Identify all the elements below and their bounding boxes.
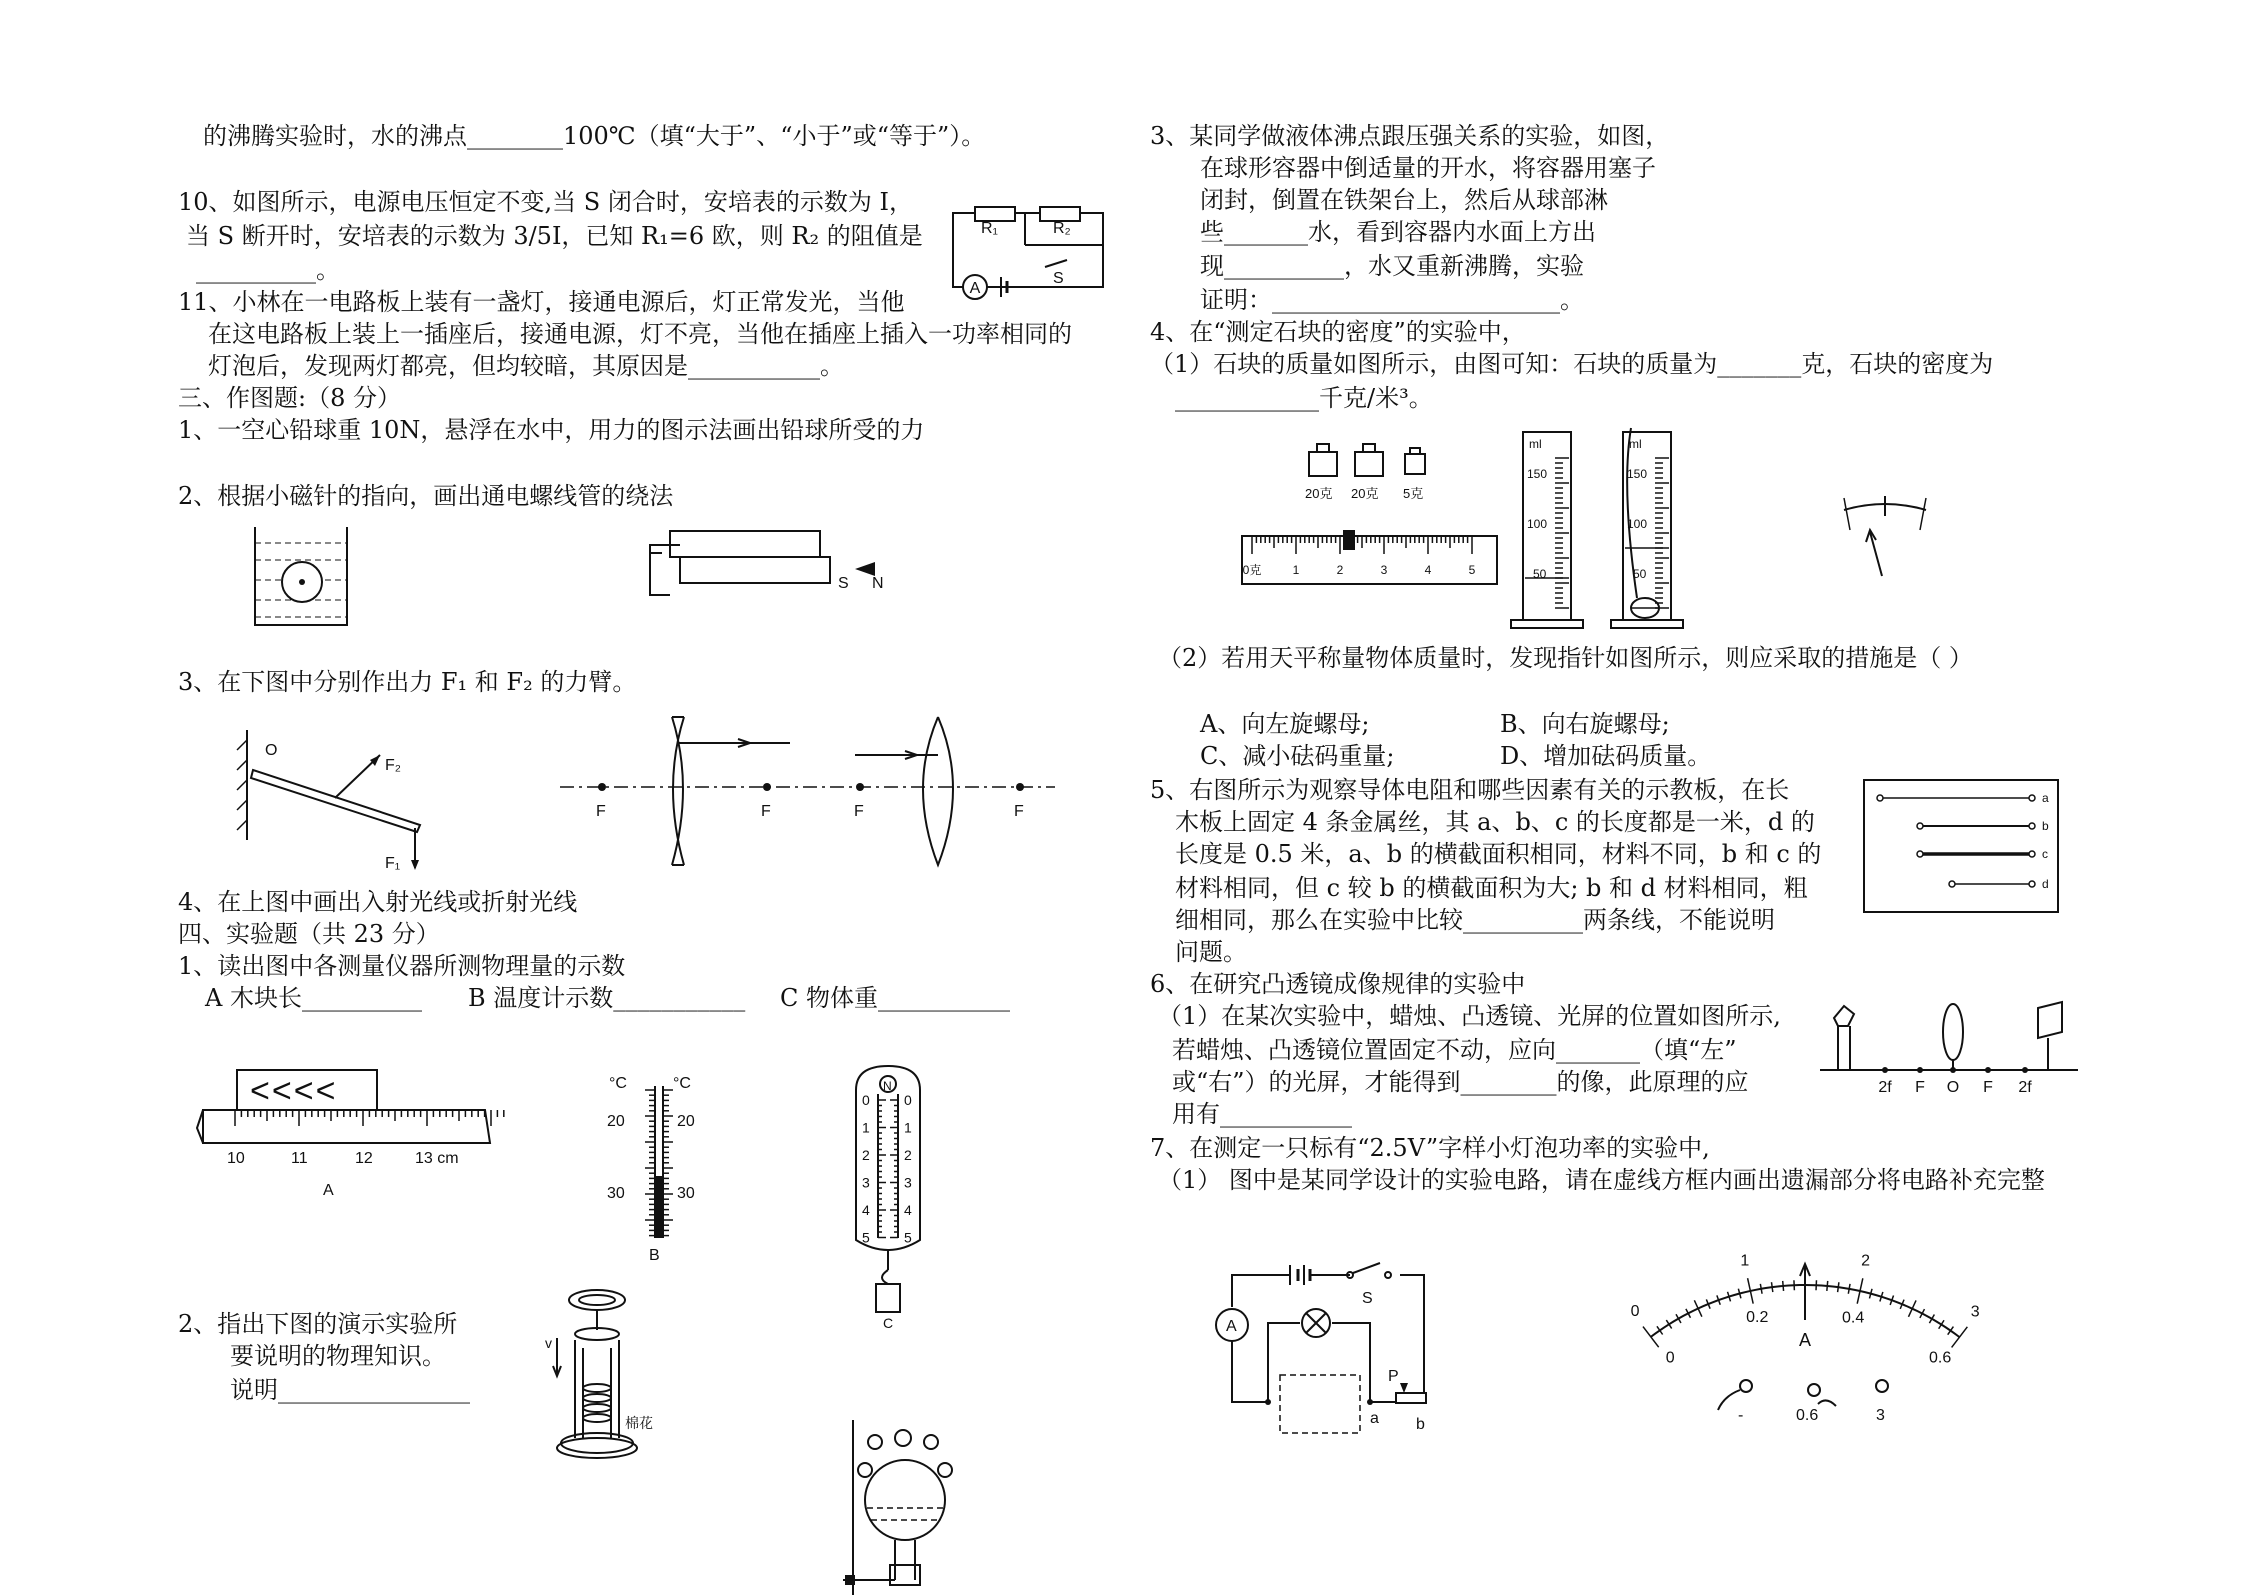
- cylinders-figure: [1505, 428, 1715, 633]
- r-q3-line4: 些_______水，看到容器内水面上方出: [1200, 218, 1596, 246]
- cylinder-50: 50: [1633, 567, 1647, 581]
- lens-f-label: F: [854, 803, 864, 820]
- floating-ball-figure: [252, 525, 352, 630]
- r-q5-line6: 问题。: [1175, 938, 1247, 966]
- scale-number: 0: [862, 1092, 870, 1108]
- exp-q1-a: A 木块长__________: [205, 984, 422, 1012]
- exp-q2-line1: 2、指出下图的演示实验所: [178, 1310, 458, 1338]
- dial-top-number: 2: [1861, 1252, 1871, 1270]
- scale-number: 1: [862, 1119, 870, 1136]
- wire-label: b: [2042, 819, 2049, 833]
- scale-number: 2: [862, 1147, 870, 1163]
- r-q4-1a: （1）石块的质量如图所示，由图可知：石块的质量为_______克，石块的密度为: [1150, 350, 1994, 378]
- section-3-heading: 三、作图题:（8 分）: [178, 384, 401, 412]
- c7-p-label: P: [1388, 1368, 1399, 1385]
- scale-number: 1: [904, 1119, 912, 1136]
- weights-figure: [1305, 438, 1445, 508]
- scale-n-label: N: [883, 1079, 892, 1093]
- r-q3-line2: 在球形容器中倒适量的开水，将容器用塞子: [1200, 154, 1656, 182]
- balance-number: 2: [1336, 563, 1344, 577]
- r-q5-line3: 长度是 0.5 米，a、b 的横截面积相同，材料不同，b 和 c 的: [1175, 840, 1822, 868]
- q11-line1: 11、小林在一电路板上装有一盏灯，接通电源后，灯正常发光，当他: [178, 288, 905, 316]
- bench-label: 2f: [2018, 1079, 2032, 1096]
- r-q7: 7、在测定一只标有“2.5V”字样小灯泡功率的实验中,: [1150, 1134, 1710, 1162]
- r-q3-line3: 闭封，倒置在铁架台上，然后从球部淋: [1200, 186, 1608, 214]
- q10-circuit-figure: [945, 205, 1105, 295]
- optical-bench-figure: [1820, 998, 2080, 1098]
- exp-q1: 1、读出图中各测量仪器所测物理量的示数: [178, 952, 626, 980]
- lever-figure: [235, 720, 435, 880]
- r-q5-line1: 5、右图所示为观察导体电阻和哪些因素有关的示教板，在长: [1150, 776, 1790, 804]
- scale-number: 0: [904, 1092, 912, 1108]
- balance-beam-figure: [1240, 530, 1500, 590]
- lens-f-label: F: [596, 803, 606, 820]
- dial-bottom-number: 0.2: [1746, 1309, 1769, 1327]
- r-q4-1b: ____________千克/米³。: [1175, 384, 1433, 412]
- bench-label: F: [1915, 1079, 1925, 1096]
- c7-ammeter-label: A: [1226, 1318, 1237, 1335]
- lens-f-label: F: [1014, 803, 1024, 820]
- q11-line3: 灯泡后，发现两灯都亮，但均较暗，其原因是___________。: [208, 352, 844, 380]
- cylinder-150: 150: [1527, 467, 1548, 481]
- terminal-minus: -: [1738, 1407, 1744, 1424]
- scale-number: 3: [904, 1174, 912, 1191]
- balance-number: 5: [1468, 563, 1476, 577]
- circuit-ammeter-label: A: [969, 280, 981, 297]
- scale-number: 5: [904, 1229, 912, 1246]
- scale-number: 4: [904, 1202, 912, 1218]
- r-q3-line6: 证明：________________________。: [1200, 286, 1584, 314]
- dial-top-number: 3: [1970, 1303, 1980, 1321]
- c7-b-label: b: [1416, 1416, 1425, 1433]
- dial-bottom-number: 0: [1665, 1349, 1675, 1367]
- q11-line2: 在这电路板上装上一插座后，接通电源，灯不亮，当他在插座上插入一功率相同的: [208, 320, 1072, 348]
- bench-label: O: [1946, 1079, 1960, 1096]
- flask-stand-figure: [835, 1420, 975, 1595]
- thermo-30-left: 30: [607, 1185, 625, 1202]
- exp-q2-line3: 说明________________: [230, 1376, 470, 1404]
- r-q7-1: （1） 图中是某同学设计的实验电路，请在虚线方框内画出遗漏部分将电路补充完整: [1158, 1166, 2045, 1194]
- ruler-num: 13 cm: [415, 1150, 459, 1167]
- drawing-q3: 3、在下图中分别作出力 F₁ 和 F₂ 的力臂。: [178, 668, 637, 696]
- scale-caption: C: [883, 1315, 894, 1331]
- lever-f1-label: F₁: [385, 855, 401, 872]
- r-q6-1a: （1）在某次实验中，蜡烛、凸透镜、光屏的位置如图所示,: [1158, 1002, 1781, 1030]
- drawing-q1: 1、一空心铅球重 10N，悬浮在水中，用力的图示法画出铅球所受的力: [178, 416, 925, 444]
- thermo-unit-left: °C: [609, 1075, 627, 1092]
- r-q4: 4、在“测定石块的密度”的实验中，: [1150, 318, 1526, 346]
- q7-circuit-figure: [1210, 1265, 1480, 1435]
- cylinder-50: 50: [1533, 567, 1547, 581]
- circuit-r2-label: R₂: [1053, 220, 1071, 237]
- weight-label: 20克: [1305, 486, 1333, 501]
- cotton-label: 棉花: [625, 1415, 653, 1431]
- q10-line1: 10、如图所示，电源电压恒定不变,当 S 闭合时，安培表的示数为 I，: [178, 188, 913, 216]
- dial-top-number: 0: [1630, 1303, 1640, 1321]
- dial-bottom-number: 0.4: [1841, 1309, 1865, 1327]
- thermo-20-right: 20: [677, 1113, 695, 1130]
- thermometer-figure: [605, 1068, 705, 1268]
- terminal-3: 3: [1876, 1407, 1885, 1424]
- bench-label: F: [1983, 1079, 1993, 1096]
- dial-top-number: 1: [1740, 1252, 1750, 1270]
- option-c: C、减小砝码重量;: [1200, 742, 1395, 770]
- r-q5-line4: 材料相同，但 c 较 b 的横截面积为大; b 和 d 材料相同，粗: [1175, 874, 1808, 902]
- ruler-caption: A: [323, 1182, 334, 1199]
- q10-line3: __________。: [196, 256, 340, 284]
- r-q6-1c: 或“右”）的光屏，才能得到________的像，此原理的应: [1172, 1068, 1749, 1096]
- weight-label: 20克: [1351, 486, 1379, 501]
- thermo-caption: B: [649, 1247, 660, 1264]
- lever-f2-label: F₂: [385, 757, 401, 774]
- r-q6-1d: 用有___________: [1172, 1100, 1352, 1128]
- ruler-figure: [195, 1068, 495, 1198]
- ammeter-dial-figure: [1600, 1210, 2010, 1440]
- cylinder-150: 150: [1627, 467, 1648, 481]
- dial-bottom-number: 0.6: [1928, 1349, 1952, 1367]
- wire-board-figure: [1862, 778, 2062, 916]
- cylinder-100: 100: [1527, 517, 1548, 531]
- dial-a-label: A: [1799, 1330, 1812, 1350]
- lens-f-label: F: [761, 803, 771, 820]
- cylinder-ml-label: ml: [1529, 437, 1542, 451]
- circuit-r1-label: R₁: [981, 220, 998, 237]
- magnet-s-label: S: [838, 575, 849, 592]
- exp-q2-line2: 要说明的物理知识。: [230, 1342, 446, 1370]
- circuit-switch-label: S: [1053, 270, 1064, 287]
- scale-number: 5: [862, 1229, 870, 1246]
- option-a: A、向左旋螺母;: [1200, 710, 1370, 738]
- lens-figure: [560, 715, 1055, 870]
- balance-number: 0克: [1242, 563, 1262, 577]
- ruler-num: 12: [355, 1150, 373, 1167]
- scale-number: 2: [904, 1147, 912, 1163]
- solenoid-figure: [640, 525, 900, 600]
- terminal-0.6: 0.6: [1796, 1407, 1819, 1424]
- drawing-q2: 2、根据小磁针的指向，画出通电螺线管的绕法: [178, 482, 674, 510]
- c7-switch-label: S: [1362, 1290, 1373, 1307]
- spring-scale-figure: [848, 1060, 933, 1330]
- scale-number: 3: [862, 1174, 870, 1191]
- ruler-num: 11: [291, 1150, 308, 1167]
- balance-pointer-figure: [1840, 490, 1930, 580]
- exp-q1-b: B 温度计示数___________: [468, 984, 746, 1012]
- ruler-num: 10: [227, 1150, 245, 1167]
- balance-number: 1: [1292, 563, 1300, 577]
- thermo-30-right: 30: [677, 1185, 695, 1202]
- thermo-20-left: 20: [607, 1113, 625, 1130]
- r-q4-2: （2）若用天平称量物体质量时，发现指针如图所示，则应采取的措施是（ ）: [1158, 644, 1973, 672]
- r-q6: 6、在研究凸透镜成像规律的实验中: [1150, 970, 1526, 998]
- thermo-unit-right: °C: [673, 1075, 691, 1092]
- option-b: B、向右旋螺母;: [1500, 710, 1670, 738]
- r-q6-1b: 若蜡烛、凸透镜位置固定不动，应向_______（填“左”: [1172, 1036, 1737, 1064]
- cylinder-ml-label: ml: [1629, 437, 1642, 451]
- balance-number: 3: [1380, 563, 1388, 577]
- wire-label: a: [2042, 791, 2049, 805]
- drawing-q4: 4、在上图中画出入射光线或折射光线: [178, 888, 578, 916]
- r-q5-line5: 细相同，那么在实验中比较__________两条线，不能说明: [1175, 906, 1775, 934]
- balance-number: 4: [1424, 563, 1432, 577]
- r-q3-line5: 现__________，水又重新沸腾，实验: [1200, 252, 1584, 280]
- scale-number: 4: [862, 1202, 870, 1218]
- lever-o-label: O: [265, 742, 278, 759]
- cylinder-100: 100: [1627, 517, 1648, 531]
- exp-q1-c: C 物体重___________: [780, 984, 1010, 1012]
- bench-label: 2f: [1878, 1079, 1892, 1096]
- section-4-heading: 四、实验题（共 23 分）: [178, 920, 440, 948]
- r-q3-line1: 3、某同学做液体沸点跟压强关系的实验，如图，: [1150, 122, 1670, 150]
- weight-label: 5克: [1403, 486, 1424, 501]
- inertia-demo-figure: [545, 1288, 685, 1463]
- c7-a-label: a: [1370, 1410, 1379, 1427]
- velocity-label: v: [545, 1335, 552, 1351]
- r-q5-line2: 木板上固定 4 条金属丝，其 a、b、c 的长度都是一米，d 的: [1175, 808, 1815, 836]
- q10-line2: 当 S 断开时，安培表的示数为 3/5I，已知 R₁=6 欧，则 R₂ 的阻值是: [186, 222, 923, 250]
- wire-label: d: [2042, 877, 2049, 891]
- wire-label: c: [2042, 847, 2048, 861]
- q9-tail: 的沸腾实验时，水的沸点________100℃（填“大于”、“小于”或“等于”）。: [203, 122, 986, 150]
- svg-text:<<<<: <<<<: [250, 1072, 338, 1110]
- option-d: D、增加砝码质量。: [1500, 742, 1712, 770]
- magnet-n-label: N: [872, 575, 884, 592]
